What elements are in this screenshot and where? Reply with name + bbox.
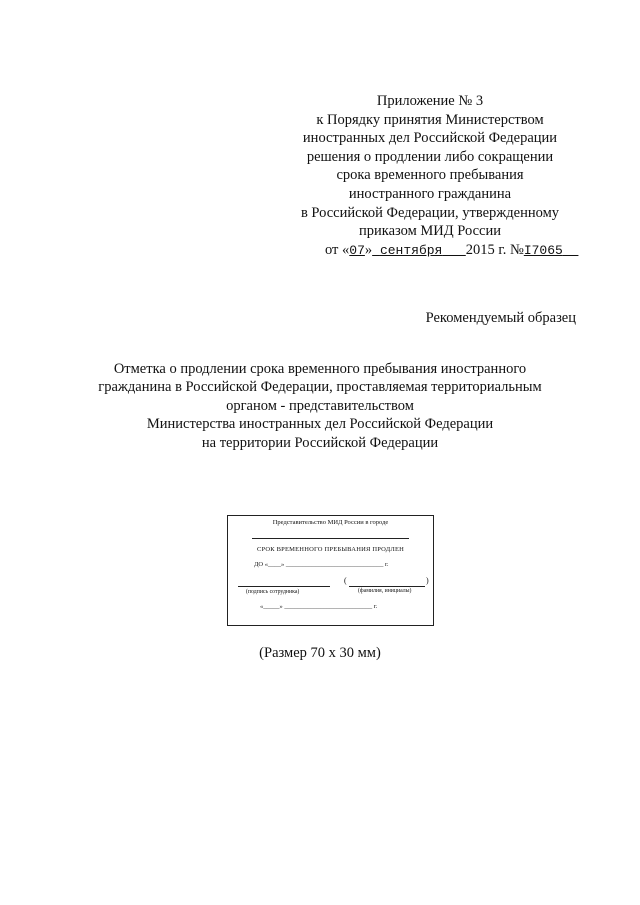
document-title [0, 360, 640, 452]
appendix-header [280, 92, 580, 241]
title-line: Отметка о продлении срока временного пребывания иностранного [113, 361, 527, 377]
stamp-header: Представительство МИД России в городе [272, 519, 389, 526]
appendix-line: иностранного гражданина [348, 185, 512, 202]
stamp-name-line [349, 586, 425, 587]
stamp-date-line: «_____» ___________________________ г. [260, 603, 378, 610]
order-number: I7065 [523, 243, 563, 258]
order-year-number: 2015 г. № [465, 242, 524, 258]
order-reference [325, 242, 578, 259]
title-line: гражданина в Российской Федерации, проставляемая территориальным [98, 379, 542, 396]
order-day: 07 [349, 243, 365, 258]
title-line: на территории Российской Федерации [201, 434, 439, 451]
order-month: сентября [379, 243, 443, 258]
stamp-signature-label: (подпись сотрудника) [246, 589, 300, 595]
appendix-line: срока временного пребывания [336, 167, 524, 184]
stamp-name-label: (фамилия, инициалы) [358, 588, 412, 594]
title-line: Министерства иностранных дел Российской Федерации [146, 416, 494, 433]
stamp-until: ДО «____» ______________________________ г. [254, 561, 389, 568]
appendix-line: к Порядку принятия Министерством [316, 111, 544, 128]
recommended-sample-label: Рекомендуемый образец [425, 310, 576, 326]
appendix-line: иностранных дел Российской Федерации [302, 130, 558, 147]
appendix-line: решения о продлении либо сокращении [306, 148, 554, 165]
stamp-signature-line [238, 586, 330, 587]
size-note: (Размер 70 х 30 мм) [259, 645, 381, 661]
appendix-line: Приложение № 3 [376, 93, 484, 109]
stamp-paren-open: ( [344, 576, 347, 585]
stamp-term: СРОК ВРЕМЕННОГО ПРЕБЫВАНИЯ ПРОДЛЕН [256, 546, 405, 553]
stamp-city-line [252, 538, 409, 539]
appendix-line: в Российской Федерации, утвержденному [300, 204, 560, 221]
order-prefix: от « [325, 242, 350, 258]
order-quote-close: » [364, 242, 373, 258]
title-line: органом - представительством [226, 397, 414, 414]
appendix-line: приказом МИД России [358, 223, 502, 240]
stamp-paren-close: ) [426, 576, 429, 585]
stamp-sample [227, 515, 434, 626]
